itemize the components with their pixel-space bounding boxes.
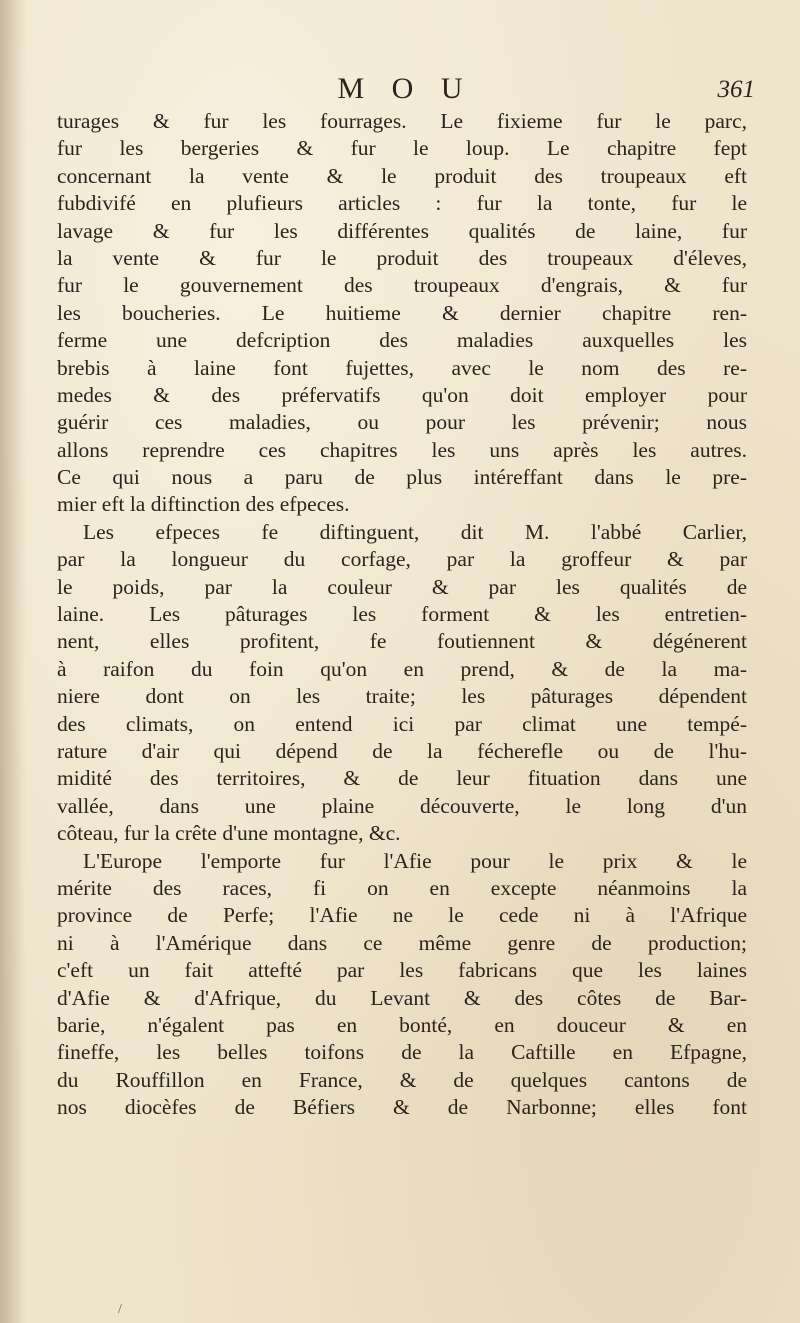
text-line: lavage & fur les différentes qualités de laine, fur bbox=[57, 218, 747, 243]
text-line: guérir ces maladies, ou pour les prévenir; nous bbox=[57, 410, 747, 435]
text-line: laine. Les pâturages les forment & les entretien- bbox=[57, 602, 747, 627]
text-line: nent, elles profitent, fe foutiennent & dégénerent bbox=[57, 629, 747, 654]
body-text bbox=[57, 108, 747, 1121]
text-line: à raifon du foin qu'on en prend, & de la ma- bbox=[57, 656, 747, 681]
text-line: d'Afie & d'Afrique, du Levant & des côtes de Bar- bbox=[57, 985, 747, 1010]
text-line: Ce qui nous a paru de plus intéreffant dans le pre- bbox=[57, 465, 747, 490]
text-line: les boucheries. Le huitieme & dernier chapitre ren- bbox=[57, 300, 747, 325]
text-line: allons reprendre ces chapitres les uns après les autres. bbox=[57, 437, 747, 462]
text-line: turages & fur les fourrages. Le fixieme fur le parc, bbox=[57, 109, 747, 133]
text-line: fur le gouvernement des troupeaux d'engrais, & fur bbox=[57, 273, 747, 298]
page-header bbox=[55, 72, 755, 112]
text-line: ni à l'Amérique dans ce même genre de production; bbox=[57, 930, 747, 955]
text-line: c'eft un fait attefté par les fabricans que les laines bbox=[57, 958, 747, 983]
text-line: par la longueur du corfage, par la groffeur & par bbox=[57, 547, 747, 572]
text-line: Les efpeces fe diftinguent, dit M. l'abbé Carlier, bbox=[83, 519, 747, 544]
running-head: M O U bbox=[337, 72, 473, 105]
text-line: mérite des races, fi on en excepte néanmoins la bbox=[57, 875, 747, 900]
text-line: L'Europe l'emporte fur l'Afie pour le prix & le bbox=[83, 848, 747, 873]
text-line: fubdivifé en plufieurs articles : fur la tonte, fur le bbox=[57, 191, 747, 216]
text-line: côteau, fur la crête d'une montagne, &c. bbox=[57, 821, 401, 846]
text-line: des climats, on entend ici par climat une tempé- bbox=[57, 711, 747, 736]
text-line: fur les bergeries & fur le loup. Le chapitre fept bbox=[57, 136, 747, 161]
text-line: du Rouffillon en France, & de quelques cantons de bbox=[57, 1067, 747, 1092]
text-line: le poids, par la couleur & par les qualités de bbox=[57, 574, 747, 599]
text-line: concernant la vente & le produit des troupeaux eft bbox=[57, 163, 747, 188]
text-line: la vente & fur le produit des troupeaux d'éleves, bbox=[57, 245, 747, 270]
text-line: nos diocèfes de Béfiers & de Narbonne; elles font bbox=[57, 1095, 747, 1120]
text-line: rature d'air qui dépend de la fécherefle ou de l'hu- bbox=[57, 738, 747, 763]
text-line: province de Perfe; l'Afie ne le cede ni à l'Afrique bbox=[57, 903, 747, 928]
text-line: mier eft la diftinction des efpeces. bbox=[57, 492, 350, 517]
page-number: 361 bbox=[717, 76, 755, 103]
text-line: niere dont on les traite; les pâturages dépendent bbox=[57, 684, 747, 709]
text-line: ferme une defcription des maladies auxquelles les bbox=[57, 328, 747, 353]
text-line: midité des territoires, & de leur fituation dans une bbox=[57, 766, 747, 791]
text-line: barie, n'égalent pas en bonté, en douceur & en bbox=[57, 1012, 747, 1037]
page-spine-shadow bbox=[0, 0, 26, 1323]
text-line: medes & des préfervatifs qu'on doit employer pour bbox=[57, 382, 747, 407]
footer-mark: / bbox=[118, 1302, 122, 1317]
text-line: brebis à laine font fujettes, avec le nom des re- bbox=[57, 355, 747, 380]
text-line: vallée, dans une plaine découverte, le long d'un bbox=[57, 793, 747, 818]
text-line: fineffe, les belles toifons de la Caftille en Efpagne, bbox=[57, 1040, 747, 1065]
